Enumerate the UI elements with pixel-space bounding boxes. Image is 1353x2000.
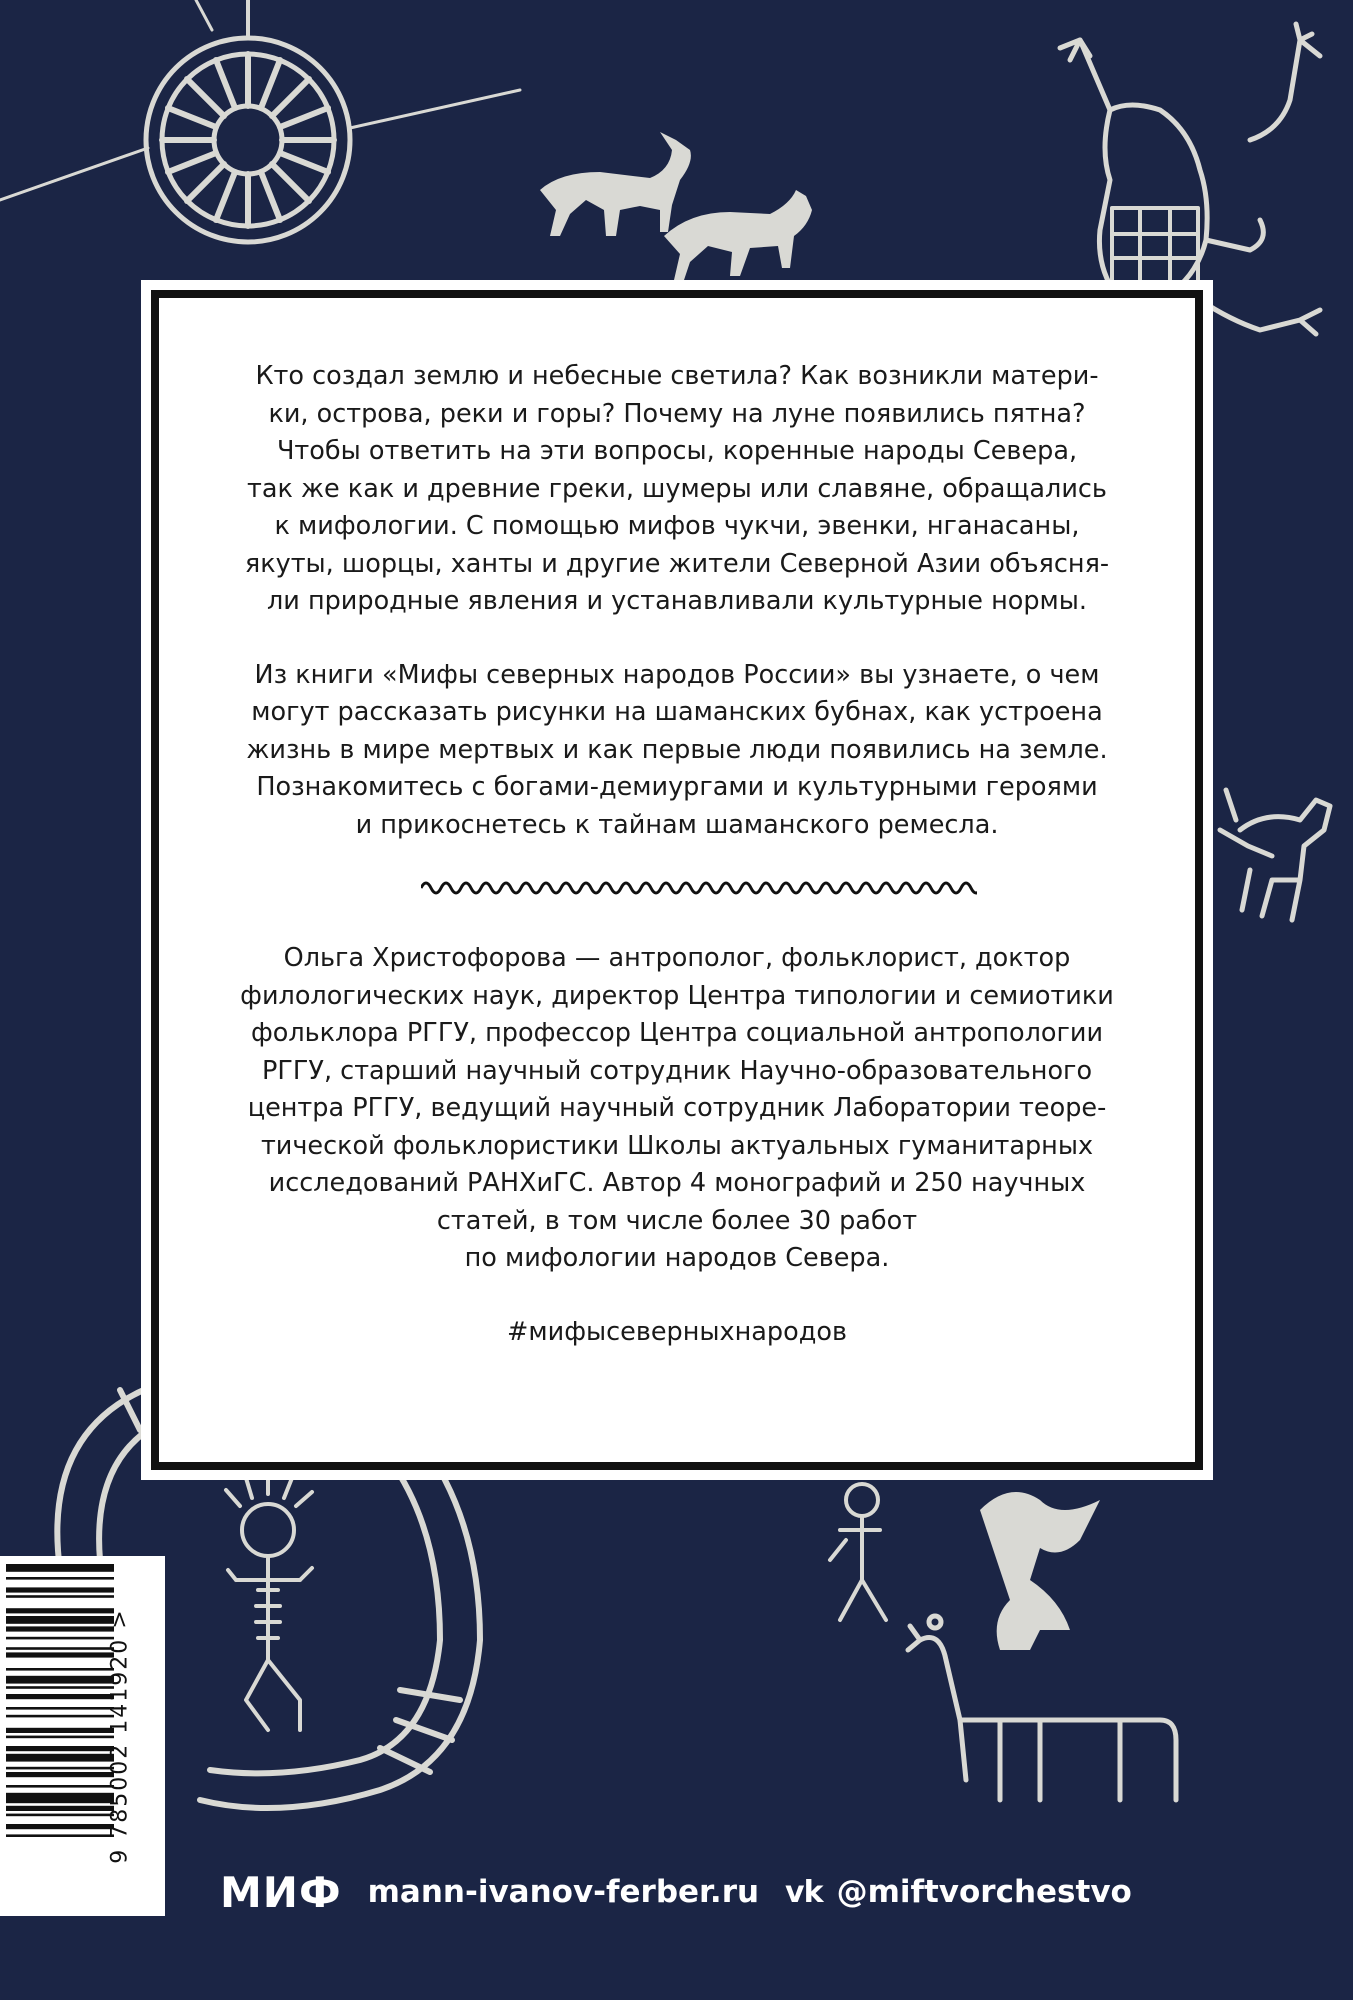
website-link[interactable]: mann-ivanov-ferber.ru — [367, 1874, 760, 1910]
barcode-bar — [6, 1754, 114, 1762]
barcode-bar — [6, 1686, 114, 1689]
text-line: якуты, шорцы, ханты и другие жители Северной Азии объясня- — [244, 548, 1110, 579]
barcode-bar — [6, 1626, 114, 1631]
shaman-figure-drawing — [226, 1474, 312, 1730]
barcode-bar — [6, 1577, 114, 1580]
barcode — [0, 1556, 165, 1916]
text-line: Из книги «Мифы северных народов России» вы узнаете, о чем — [254, 659, 1100, 690]
text-line: статей, в том числе более 30 работ — [436, 1205, 918, 1236]
barcode-bar — [6, 1694, 114, 1699]
hashtag: #мифысеверныхнародов — [507, 1316, 847, 1347]
barcode-bar — [6, 1824, 114, 1829]
vk-icon: vk — [785, 1874, 823, 1910]
text-line: и прикоснетесь к тайнам шаманского ремесла. — [355, 809, 999, 840]
text-line: Чтобы ответить на эти вопросы, коренные народы Севера, — [276, 436, 1078, 466]
text-line: по мифологии народов Севера. — [464, 1243, 890, 1273]
wave-divider-line — [421, 876, 977, 900]
barcode-bar — [6, 1767, 114, 1770]
text-line: ки, острова, реки и горы? Почему на луне появились пятна? — [268, 398, 1086, 429]
publisher-logo: МИФ — [220, 1867, 342, 1917]
wave-divider — [181, 844, 1173, 940]
barcode-bar — [6, 1772, 114, 1777]
barcode-bar — [6, 1668, 114, 1671]
text-line: центра РГГУ, ведущий научный сотрудник Лаборатории теоре- — [247, 1093, 1107, 1123]
text-line: могут рассказать рисунки на шаманских бубнах, как устроена — [251, 697, 1103, 727]
barcode-bar — [6, 1647, 114, 1650]
text-line: ли природные явления и устанавливали культурные нормы. — [266, 586, 1088, 616]
text-line: Познакомитесь с богами-демиургами и культурными героями — [256, 772, 1098, 802]
social-handle[interactable]: @miftvorchestvo — [836, 1874, 1132, 1910]
giraffe-animal-drawing — [908, 1616, 1176, 1800]
panel-text — [181, 358, 1173, 1351]
barcode-bar — [6, 1793, 114, 1803]
text-line: Ольга Христофорова — антрополог, фольклорист, доктор — [283, 943, 1071, 973]
barcode-bar — [6, 1707, 114, 1710]
human-figure-drawing — [830, 1484, 886, 1620]
barcode-bar — [6, 1608, 114, 1613]
barcode-bar — [6, 1806, 114, 1811]
horse-rider-drawing — [1220, 790, 1330, 920]
text-line: исследований РАНХиГС. Автор 4 монографий и 250 научных — [268, 1168, 1086, 1198]
barcode-bar — [6, 1564, 114, 1572]
barcode-bar — [6, 1652, 114, 1657]
barcode-bar — [6, 1785, 114, 1788]
barcode-bar — [6, 1715, 114, 1718]
barcode-bar — [6, 1814, 114, 1817]
text-line: РГГУ, старший научный сотрудник Научно-образовательного — [261, 1055, 1093, 1086]
text-line: тической фольклористики Школы актуальных гуманитарных — [260, 1130, 1094, 1161]
barcode-bar — [6, 1736, 114, 1739]
barcode-bar — [6, 1676, 114, 1684]
barcode-bar — [6, 1834, 114, 1837]
barcode-bar — [6, 1595, 114, 1598]
text-line: жизнь в мире мертвых и как первые люди появились на земле. — [246, 734, 1108, 765]
barcode-bar — [6, 1637, 114, 1640]
deer-drawing — [540, 132, 812, 280]
barcode-bar — [6, 1746, 114, 1751]
barcode-digits: 9 785002 141920 > — [107, 1608, 133, 1864]
text-line: к мифологии. С помощью мифов чукчи, эвенки, нганасаны, — [274, 511, 1080, 541]
author-bio — [181, 940, 1173, 1278]
barcode-bar — [6, 1616, 114, 1624]
description-paragraph-2 — [181, 657, 1173, 845]
barcode-bar — [6, 1587, 114, 1592]
text-line: фольклора РГГУ, профессор Центра социальной антропологии — [250, 1018, 1104, 1048]
text-line: филологических наук, директор Центра типологии и семиотики — [240, 980, 1114, 1011]
text-line: так же как и древние греки, шумеры или славяне, обращались — [247, 473, 1107, 504]
footer — [220, 1862, 1132, 1922]
sun-wheel-drawing — [0, 0, 520, 242]
text-line: Кто создал землю и небесные светила? Как возникли матери- — [255, 361, 1099, 391]
barcode-bar — [6, 1728, 114, 1733]
description-panel — [141, 280, 1213, 1480]
description-paragraph-1 — [181, 358, 1173, 621]
tree-drawing — [980, 1492, 1100, 1650]
